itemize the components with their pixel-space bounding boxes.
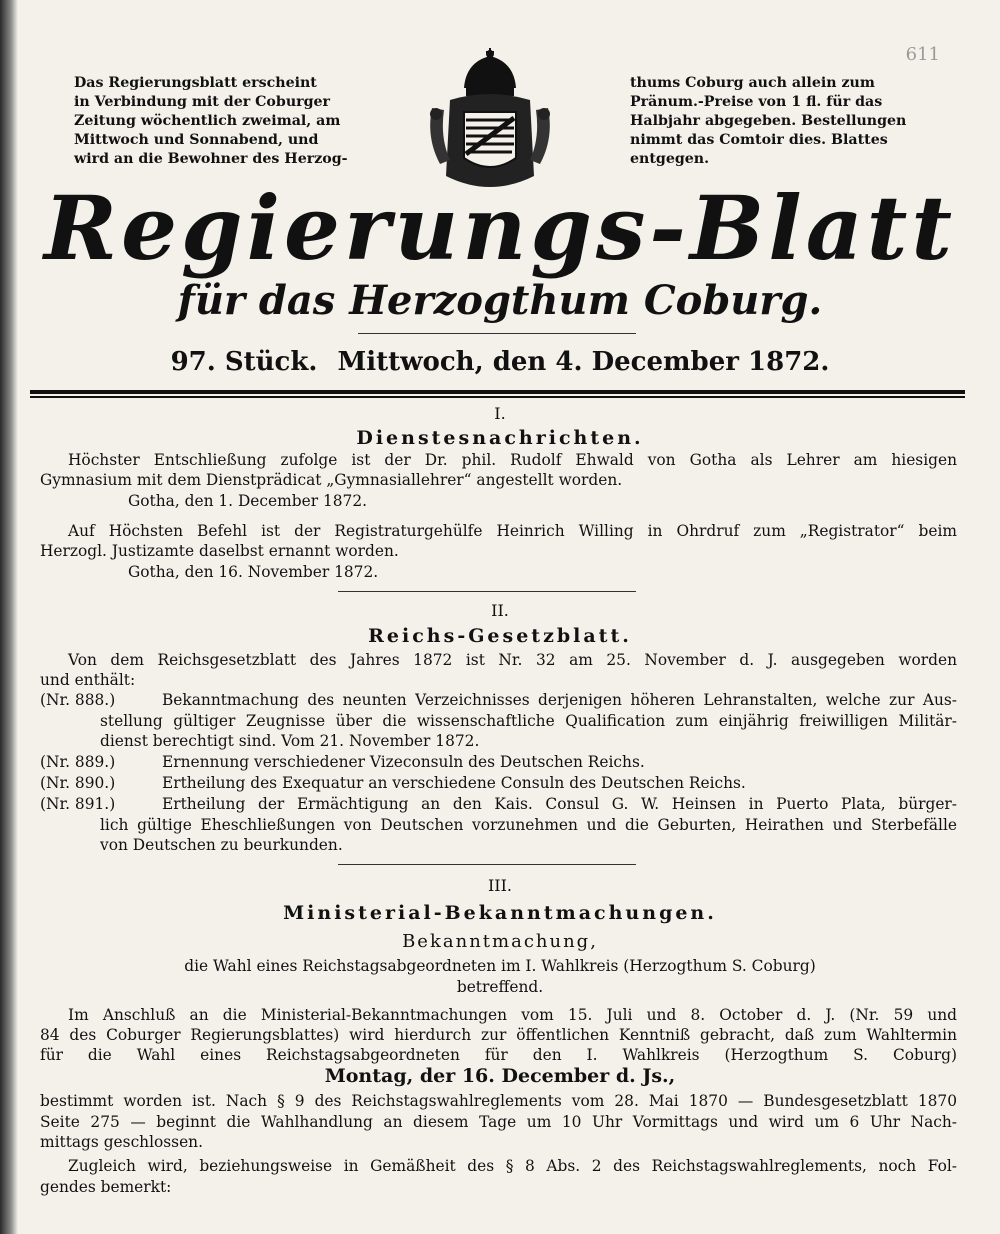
masthead-rule xyxy=(30,390,965,394)
item-number: (Nr. 888.) xyxy=(40,691,116,709)
text-line: mittags geschlossen. xyxy=(40,1133,203,1151)
item-text: Ernennung verschiedener Vizeconsuln des Deutschen Reichs. xyxy=(162,753,645,771)
item-text: lich gültige Eheschließungen von Deutschen vorzunehmen und die Geburten, Heirathen und Sterbefälle xyxy=(100,816,957,834)
masthead-subtitle: für das Herzogthum Coburg. xyxy=(177,277,823,324)
notice-line: nimmt das Comtoir dies. Blattes xyxy=(630,132,888,148)
text-line: Gymnasium mit dem Dienstprädicat „Gymnasiallehrer“ angestellt worden. xyxy=(40,471,623,489)
dateline: Gotha, den 16. November 1872. xyxy=(128,563,379,581)
masthead-rule-thin xyxy=(30,396,965,398)
text-line: gendes bemerkt: xyxy=(40,1178,172,1196)
section-number: III. xyxy=(487,876,513,895)
notice-subject: betreffend. xyxy=(456,978,544,996)
issue-number: 97. Stück. xyxy=(170,347,318,377)
section-divider xyxy=(338,591,636,592)
notice-title: Bekanntmachung, xyxy=(402,931,598,952)
text-line: Seite 275 — beginnt die Wahlhandlung an diesem Tage um 10 Uhr Vormittags und wird um 6 Uhr Nach- xyxy=(40,1113,957,1131)
ducal-coat-of-arms xyxy=(420,48,560,196)
notice-line: Zeitung wöchentlich zweimal, am xyxy=(74,113,341,129)
masthead-title: Regierungs-Blatt xyxy=(43,176,957,280)
page-number: 611 xyxy=(905,44,940,65)
notice-line: in Verbindung mit der Coburger xyxy=(74,94,331,110)
item-text: von Deutschen zu beurkunden. xyxy=(100,836,343,854)
item-text: Bekanntmachung des neunten Verzeichnisses derjenigen höheren Lehranstalten, welche zur Aus- xyxy=(162,691,957,709)
notice-line: Pränum.-Preise von 1 fl. für das xyxy=(630,94,883,110)
item-text: Ertheilung des Exequatur an verschiedene Consuln des Deutschen Reichs. xyxy=(162,774,746,792)
text-line: Im Anschluß an die Ministerial-Bekanntmachungen vom 15. Juli und 8. October d. J. (Nr. 59 und xyxy=(68,1006,957,1024)
notice-line: thums Coburg auch allein zum xyxy=(630,75,875,91)
section-divider xyxy=(338,864,636,865)
item-number: (Nr. 891.) xyxy=(40,795,116,813)
section-heading: Reichs-Gesetzblatt. xyxy=(368,625,632,647)
notice-line: Mittwoch und Sonnabend, und xyxy=(74,132,319,148)
subscription-notice-left xyxy=(74,74,370,169)
section-heading: Ministerial-Bekanntmachungen. xyxy=(283,902,717,924)
section-number: I. xyxy=(494,404,506,423)
text-line: Auf Höchsten Befehl ist der Registraturgehülfe Heinrich Willing in Ohrdruf zum „Registrator“ beim xyxy=(68,522,957,540)
notice-line: wird an die Bewohner des Herzog- xyxy=(74,151,348,167)
notice-line: entgegen. xyxy=(630,151,710,167)
election-date: Montag, der 16. December d. Js., xyxy=(324,1065,676,1087)
subscription-notice-right xyxy=(630,74,910,169)
divider xyxy=(358,333,636,334)
text-line: für die Wahl eines Reichstagsabgeordneten für den I. Wahlkreis (Herzogthum S. Coburg) xyxy=(40,1046,957,1064)
notice-line: Halbjahr abgegeben. Bestellungen xyxy=(630,113,907,129)
item-text: Ertheilung der Ermächtigung an den Kais. Consul G. W. Heinsen in Puerto Plata, bürger- xyxy=(162,795,957,813)
dateline: Gotha, den 1. December 1872. xyxy=(128,492,367,510)
text-line: Herzogl. Justizamte daselbst ernannt worden. xyxy=(40,542,399,560)
text-line: Zugleich wird, beziehungsweise in Gemäßheit des § 8 Abs. 2 des Reichstagswahlreglements, noch Fol- xyxy=(68,1157,957,1175)
item-text: dienst berechtigt sind. Vom 21. November 1872. xyxy=(100,732,480,750)
text-line: Von dem Reichsgesetzblatt des Jahres 1872 ist Nr. 32 am 25. November d. J. ausgegeben worden xyxy=(68,651,957,669)
item-text: stellung gültiger Zeugnisse über die wissenschaftliche Qualification zum einjährig freiwilligen Militär- xyxy=(100,712,957,730)
text-line: Höchster Entschließung zufolge ist der Dr. phil. Rudolf Ehwald von Gotha als Lehrer am hiesigen xyxy=(68,451,957,469)
text-line: bestimmt worden ist. Nach § 9 des Reichstagswahlreglements vom 28. Mai 1870 — Bundesgesetzblatt 1870 xyxy=(40,1092,957,1110)
notice-line: Das Regierungsblatt erscheint xyxy=(74,75,317,91)
issue-date: Mittwoch, den 4. December 1872. xyxy=(337,347,830,377)
text-line: 84 des Coburger Regierungsblattes) wird hierdurch zur öffentlichen Kenntniß gebracht, daß zum Wahltermin xyxy=(40,1026,957,1044)
text-line: und enthält: xyxy=(40,671,136,689)
issue-line xyxy=(0,342,1000,382)
section-number: II. xyxy=(491,601,509,620)
section-heading: Dienstesnachrichten. xyxy=(356,427,644,449)
item-number: (Nr. 889.) xyxy=(40,753,116,771)
item-number: (Nr. 890.) xyxy=(40,774,116,792)
notice-subject: die Wahl eines Reichstagsabgeordneten im I. Wahlkreis (Herzogthum S. Coburg) xyxy=(184,957,816,975)
